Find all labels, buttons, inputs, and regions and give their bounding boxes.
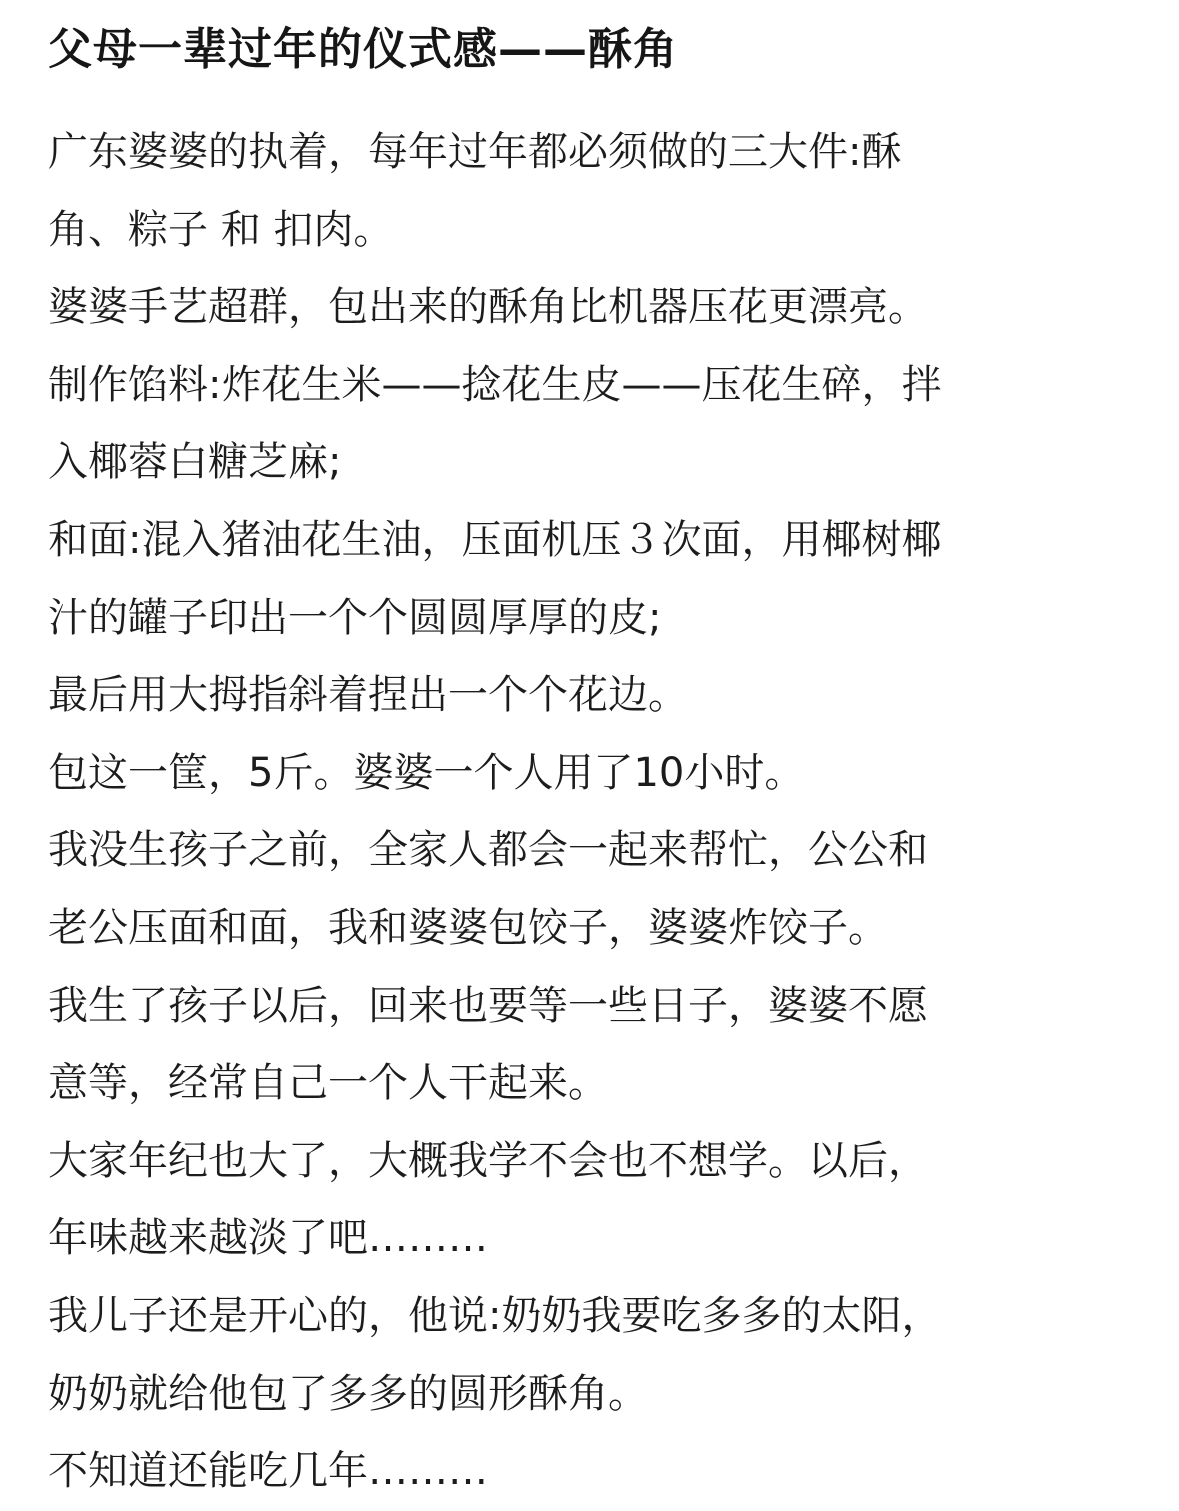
body-line: 意等，经常自己一个人干起来。 — [48, 1060, 608, 1107]
post-title: 父母一辈过年的仪式感——酥角 — [48, 24, 678, 75]
body-line: 汁的罐子印出一个个圆圆厚厚的皮; — [48, 594, 662, 641]
body-line: 奶奶就给他包了多多的圆形酥角。 — [48, 1370, 648, 1417]
body-line: 制作馅料:炸花生米——捻花生皮——压花生碎，拌 — [48, 361, 942, 408]
body-line: 包这一筐，5斤。婆婆一个人用了10小时。 — [48, 749, 805, 796]
body-line: 最后用大拇指斜着捏出一个个花边。 — [48, 672, 688, 719]
body-line: 和面:混入猪油花生油，压面机压３次面，用椰树椰 — [48, 516, 942, 563]
body-line: 广东婆婆的执着，每年过年都必须做的三大件:酥 — [48, 129, 902, 175]
body-line: 年味越来越淡了吧……… — [48, 1215, 488, 1262]
body-line: 不知道还能吃几年……… — [48, 1448, 488, 1495]
post-body — [48, 114, 1138, 1511]
body-line: 老公压面和面，我和婆婆包饺子，婆婆炸饺子。 — [48, 904, 888, 951]
body-line: 角、粽子 和 扣肉。 — [48, 206, 394, 253]
body-line: 我儿子还是开心的，他说:奶奶我要吃多多的太阳， — [48, 1292, 942, 1339]
body-line: 婆婆手艺超群，包出来的酥角比机器压花更漂亮。 — [48, 284, 928, 331]
body-line: 我没生孩子之前，全家人都会一起来帮忙，公公和 — [48, 827, 928, 874]
post-container — [48, 0, 1138, 1511]
body-line: 入椰蓉白糖芝麻; — [48, 439, 342, 486]
body-line: 大家年纪也大了，大概我学不会也不想学。以后， — [48, 1137, 928, 1184]
body-line: 我生了孩子以后，回来也要等一些日子，婆婆不愿 — [48, 982, 928, 1029]
